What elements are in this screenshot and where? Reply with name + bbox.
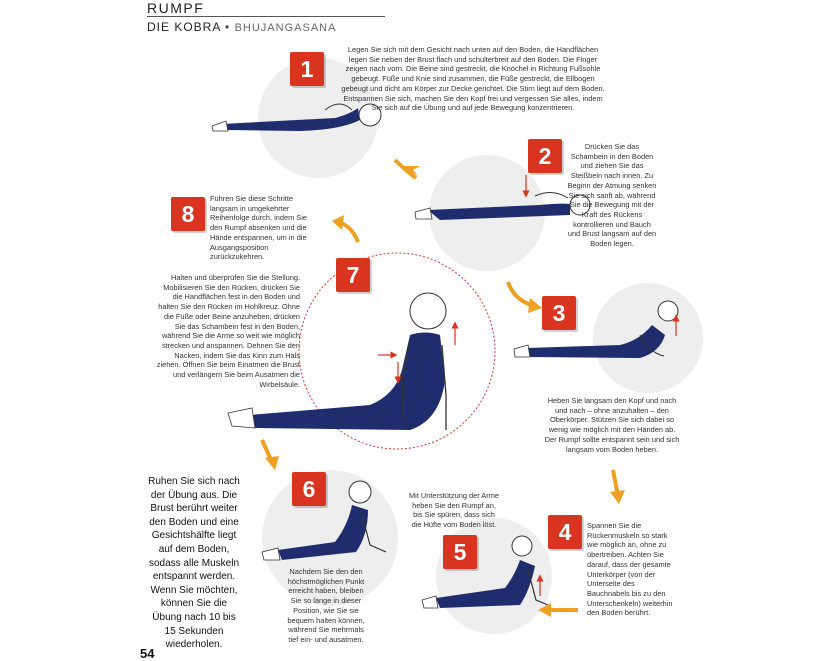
title-separator: • [225, 20, 231, 34]
step6-badge: 6 [292, 472, 326, 506]
step7-badge: 7 [336, 258, 370, 292]
step2-badge: 2 [528, 139, 562, 173]
step6-text: Nachdem Sie den den höchstmöglichen Punkt erreicht haben, bleiben Sie so lange in dieser Position, wie Sie sie bequem halten können, während Sie mehrmals tief ein- und ausatmen. [287, 567, 365, 644]
step8-text: Führen Sie diese Schritte langsam in umgekehrter Reihenfolge durch, indem Sie den Rumpf absenken und die Hände entspannen, um in die Ausgangsposition zurückzukehren. [210, 194, 307, 262]
page-number: 54 [140, 646, 155, 661]
step4-badge: 4 [548, 515, 582, 549]
step1-text: Legen Sie sich mit dem Gesicht nach unten auf den Boden, die Handflächen legen Sie neben der Brust flach und schulterbreit auf den Boden. Die Finger zeigen nach vorn. Die Beine sind gestreckt, die Knöchel in Richtung Fußsohle gebeugt. Füße und Knie sind zusammen, die Füße gestreckt, die Ellbogen gebeugt und dicht am Körper zur Decke gerichtet. Die Stirn liegt auf dem Boden. Entspannen Sie sich, machen Sie den Kopf frei und vergessen Sie alles, indem Sie sich auf die Übung und auf jede Bewegung konzentrieren. [341, 45, 605, 113]
step5-text: Mit Unterstützung der Arme heben Sie den Rumpf an, bis Sie spüren, dass sich die Hüfte vom Boden löst. [409, 491, 499, 530]
step7-text: Halten und überprüfen Sie die Stellung. Mobilisieren Sie den Rücken, drücken Sie die Handflächen fest in den Boden und halten Sie den Rücken im Hohlkreuz. Ohne die Füße oder Beine anzuheben, drücken Sie das Schambein fest in den Boden, während Sie die Arme so weit wie möglich strecken und anspannen. Dehnen Sie den Nacken, indem Sie das Kinn zum Hals ziehen. Öffnen Sie beim Einatmen die Brust und verlängern Sie beim Ausatmen die Wirbelsäule. [156, 273, 300, 389]
step3-text: Heben Sie langsam den Kopf und nach und nach – ohne anzuhalten – den Oberkörper. Stützen Sie sich dabei so wenig wie möglich mit den Händen ab. Der Rumpf sollte entspannt sein und sich langsam vom Boden heben. [544, 396, 680, 454]
step5-badge: 5 [443, 535, 477, 569]
step3-badge: 3 [542, 296, 576, 330]
pose-sanskrit: BHUJANGASANA [234, 22, 337, 34]
step8-badge: 8 [171, 197, 205, 231]
section-title: RUMPF [147, 0, 205, 16]
pose-name: DIE KOBRA [147, 20, 221, 34]
rest-note: Ruhen Sie sich nach der Übung aus. Die Brust berührt weiter den Boden und eine Gesichtshälfte liegt auf dem Boden, sodass alle Muskeln entspannt werden. Wenn Sie möchten, können Sie die Übung nach 10 bis 15 Sekunden wiederholen. [148, 476, 240, 651]
step2-text: Drücken Sie das Schambein in den Boden und ziehen Sie das Steißbein nach innen. Zu Beginn der Atmung senken Sie sich sanft ab, während Sie die Bewegung mit der Kraft des Rückens kontrollieren und Bauch und Brust langsam auf den Boden legen. [567, 142, 657, 249]
step1-badge: 1 [290, 52, 324, 86]
step4-text: Spannen Sie die Rückenmuskeln so stark wie möglich an, ohne zu übertreiben. Achten Sie darauf, dass der gesamte Unterkörper (von der Unterseite des Bauchnabels bis zu den Unterschenkeln) weiterhin den Boden berührt. [587, 521, 673, 618]
